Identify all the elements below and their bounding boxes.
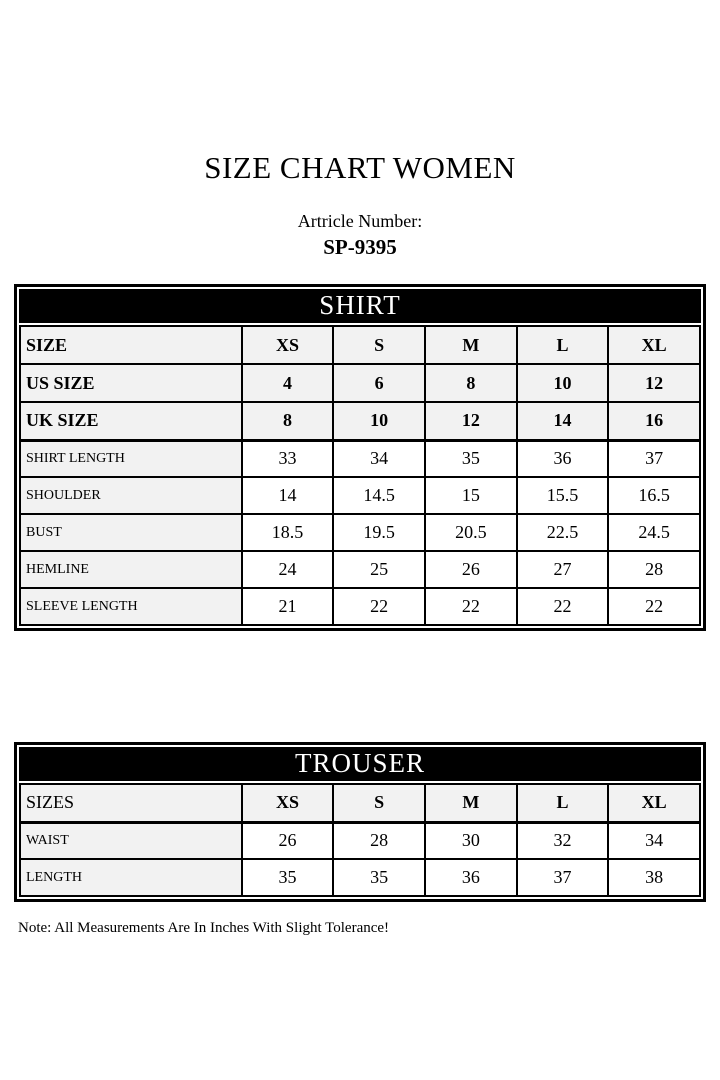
- cell-value: 15: [425, 477, 517, 514]
- size-chart-document: [0, 150, 720, 937]
- row-label: US SIZE: [20, 364, 242, 402]
- article-number-label: Artricle Number:: [297, 211, 423, 231]
- trouser-table-title-bar: TROUSER: [19, 747, 701, 781]
- cell-value: 8: [425, 364, 517, 402]
- cell-value: 12: [608, 364, 700, 402]
- cell-value: 19.5: [333, 514, 425, 551]
- cell-value: 22: [517, 588, 609, 625]
- row-label: WAIST: [20, 822, 242, 859]
- cell-value: 32: [517, 822, 609, 859]
- size-col-header: S: [333, 784, 425, 822]
- cell-value: 16.5: [608, 477, 700, 514]
- cell-value: 37: [608, 440, 700, 477]
- row-label: HEMLINE: [20, 551, 242, 588]
- shirt-table-grid: [19, 325, 701, 626]
- cell-value: 16: [608, 402, 700, 440]
- sleeve-length-row: [20, 588, 700, 625]
- cell-value: 27: [517, 551, 609, 588]
- cell-value: 24.5: [608, 514, 700, 551]
- shirt-uk-size-row: [20, 402, 700, 440]
- cell-value: 28: [333, 822, 425, 859]
- size-col-header: XL: [608, 784, 700, 822]
- cell-value: 22: [608, 588, 700, 625]
- cell-value: 18.5: [242, 514, 334, 551]
- size-col-header: XS: [242, 326, 334, 364]
- article-number-value: SP-9395: [323, 235, 397, 259]
- cell-value: 14: [517, 402, 609, 440]
- cell-value: 35: [242, 859, 334, 896]
- length-row: [20, 859, 700, 896]
- row-label: SHOULDER: [20, 477, 242, 514]
- shirt-size-header-row: [20, 326, 700, 364]
- row-label: SIZE: [20, 326, 242, 364]
- hemline-row: [20, 551, 700, 588]
- cell-value: 34: [333, 440, 425, 477]
- cell-value: 10: [333, 402, 425, 440]
- cell-value: 36: [425, 859, 517, 896]
- cell-value: 25: [333, 551, 425, 588]
- shirt-size-table: [14, 284, 706, 631]
- size-col-header: M: [425, 326, 517, 364]
- cell-value: 30: [425, 822, 517, 859]
- size-col-header: L: [517, 326, 609, 364]
- cell-value: 26: [242, 822, 334, 859]
- cell-value: 14: [242, 477, 334, 514]
- cell-value: 6: [333, 364, 425, 402]
- cell-value: 15.5: [517, 477, 609, 514]
- bust-row: [20, 514, 700, 551]
- cell-value: 4: [242, 364, 334, 402]
- cell-value: 21: [242, 588, 334, 625]
- cell-value: 20.5: [425, 514, 517, 551]
- cell-value: 33: [242, 440, 334, 477]
- size-col-header: XL: [608, 326, 700, 364]
- cell-value: 10: [517, 364, 609, 402]
- cell-value: 26: [425, 551, 517, 588]
- cell-value: 24: [242, 551, 334, 588]
- row-label: SIZES: [20, 784, 242, 822]
- cell-value: 38: [608, 859, 700, 896]
- shirt-us-size-row: [20, 364, 700, 402]
- row-label: BUST: [20, 514, 242, 551]
- page-title: SIZE CHART WOMEN: [204, 150, 516, 185]
- cell-value: 28: [608, 551, 700, 588]
- trouser-size-table: [14, 742, 706, 902]
- cell-value: 35: [333, 859, 425, 896]
- row-label: UK SIZE: [20, 402, 242, 440]
- size-col-header: L: [517, 784, 609, 822]
- waist-row: [20, 822, 700, 859]
- shirt-length-row: [20, 440, 700, 477]
- cell-value: 34: [608, 822, 700, 859]
- cell-value: 22: [425, 588, 517, 625]
- measurement-note: Note: All Measurements Are In Inches With Slight Tolerance!: [18, 920, 390, 936]
- cell-value: 12: [425, 402, 517, 440]
- row-label: SHIRT LENGTH: [20, 440, 242, 477]
- row-label: SLEEVE LENGTH: [20, 588, 242, 625]
- trouser-table-grid: [19, 783, 701, 897]
- cell-value: 8: [242, 402, 334, 440]
- row-label: LENGTH: [20, 859, 242, 896]
- cell-value: 14.5: [333, 477, 425, 514]
- size-col-header: M: [425, 784, 517, 822]
- cell-value: 22: [333, 588, 425, 625]
- cell-value: 36: [517, 440, 609, 477]
- shoulder-row: [20, 477, 700, 514]
- size-col-header: XS: [242, 784, 334, 822]
- trouser-size-header-row: [20, 784, 700, 822]
- shirt-table-title-bar: SHIRT: [19, 289, 701, 323]
- cell-value: 35: [425, 440, 517, 477]
- size-col-header: S: [333, 326, 425, 364]
- cell-value: 37: [517, 859, 609, 896]
- cell-value: 22.5: [517, 514, 609, 551]
